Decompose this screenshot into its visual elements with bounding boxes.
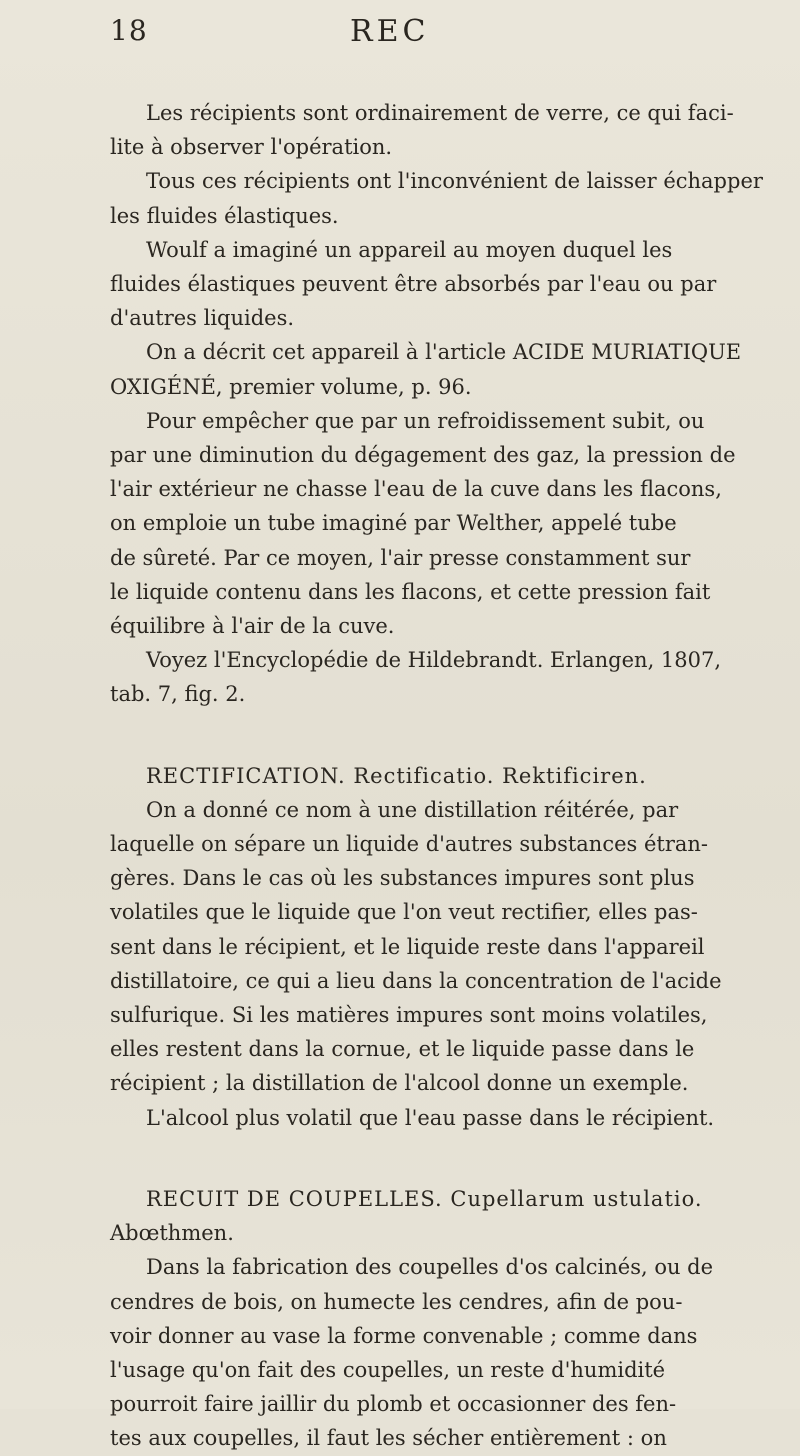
text-line: Tous ces récipients ont l'inconvénient de laisser échapper bbox=[146, 169, 763, 194]
text-line: Dans la fabrication des coupelles d'os calcinés, ou de bbox=[146, 1255, 714, 1280]
entry-headword: RECTIFICATION. Rectificatio. Rektificiren. bbox=[146, 763, 647, 788]
text-line: cendres de bois, on humecte les cendres, afin de pou- bbox=[110, 1289, 683, 1314]
text-line: l'air extérieur ne chasse l'eau de la cuve dans les flacons, bbox=[110, 477, 722, 502]
text-line: par une diminution du dégagement des gaz, la pression de bbox=[110, 443, 736, 468]
text-line: récipient ; la distillation de l'alcool donne un exemple. bbox=[110, 1071, 689, 1096]
entry-rectification bbox=[110, 759, 800, 1135]
text-line: On a donné ce nom à une distillation réitérée, par bbox=[146, 797, 679, 822]
text-line: Woulf a imaginé un appareil au moyen duquel les bbox=[146, 237, 673, 262]
text-line: voir donner au vase la forme convenable ; comme dans bbox=[110, 1323, 698, 1348]
text-line: pourroit faire jaillir du plomb et occasionner des fen- bbox=[110, 1392, 677, 1417]
text-line: de sûreté. Par ce moyen, l'air presse constamment sur bbox=[110, 545, 691, 570]
text-line: on emploie un tube imaginé par Welther, appelé tube bbox=[110, 511, 677, 536]
entry-recuit-de-coupelles bbox=[110, 1182, 800, 1456]
text-line: tes aux coupelles, il faut les sécher entièrement : on bbox=[110, 1426, 667, 1451]
text-line: tab. 7, fig. 2. bbox=[110, 682, 246, 707]
text-line: On a décrit cet appareil à l'article ACIDE MURIATIQUE bbox=[146, 340, 742, 365]
text-line: lite à observer l'opération. bbox=[110, 135, 393, 160]
text-line: fluides élastiques peuvent être absorbés par l'eau ou par bbox=[110, 272, 717, 297]
page-number: 18 bbox=[110, 14, 148, 47]
text-line: distillatoire, ce qui a lieu dans la concentration de l'acide bbox=[110, 968, 722, 993]
text-line: équilibre à l'air de la cuve. bbox=[110, 614, 395, 639]
text-line: sent dans le récipient, et le liquide reste dans l'appareil bbox=[110, 934, 705, 959]
text-line: sulfurique. Si les matières impures sont moins volatiles, bbox=[110, 1003, 708, 1028]
text-line: Les récipients sont ordinairement de verre, ce qui faci- bbox=[146, 101, 734, 125]
entry-headword: RECUIT DE COUPELLES. Cupellarum ustulatio. bbox=[146, 1186, 703, 1211]
text-line: Voyez l'Encyclopédie de Hildebrandt. Erlangen, 1807, bbox=[146, 648, 722, 673]
text-line: Pour empêcher que par un refroidissement subit, ou bbox=[146, 408, 705, 433]
running-head: REC bbox=[350, 14, 430, 49]
text-line: laquelle on sépare un liquide d'autres substances étran- bbox=[110, 832, 709, 857]
text-line: d'autres liquides. bbox=[110, 306, 295, 331]
text-line: OXIGÉNÉ, premier volume, p. 96. bbox=[110, 374, 472, 399]
text-line: le liquide contenu dans les flacons, et cette pression fait bbox=[110, 579, 711, 604]
text-line: les fluides élastiques. bbox=[110, 203, 339, 228]
page-body bbox=[110, 96, 800, 1456]
entry-recipient-continued bbox=[110, 96, 800, 712]
text-line: volatiles que le liquide que l'on veut rectifier, elles pas- bbox=[110, 900, 698, 925]
text-line: gères. Dans le cas où les substances impures sont plus bbox=[110, 866, 695, 891]
text-line: l'usage qu'on fait des coupelles, un reste d'humidité bbox=[110, 1357, 666, 1382]
text-line: L'alcool plus volatil que l'eau passe dans le récipient. bbox=[146, 1105, 715, 1130]
entry-headword-continued: Abœthmen. bbox=[110, 1221, 234, 1246]
text-line: elles restent dans la cornue, et le liquide passe dans le bbox=[110, 1037, 695, 1062]
